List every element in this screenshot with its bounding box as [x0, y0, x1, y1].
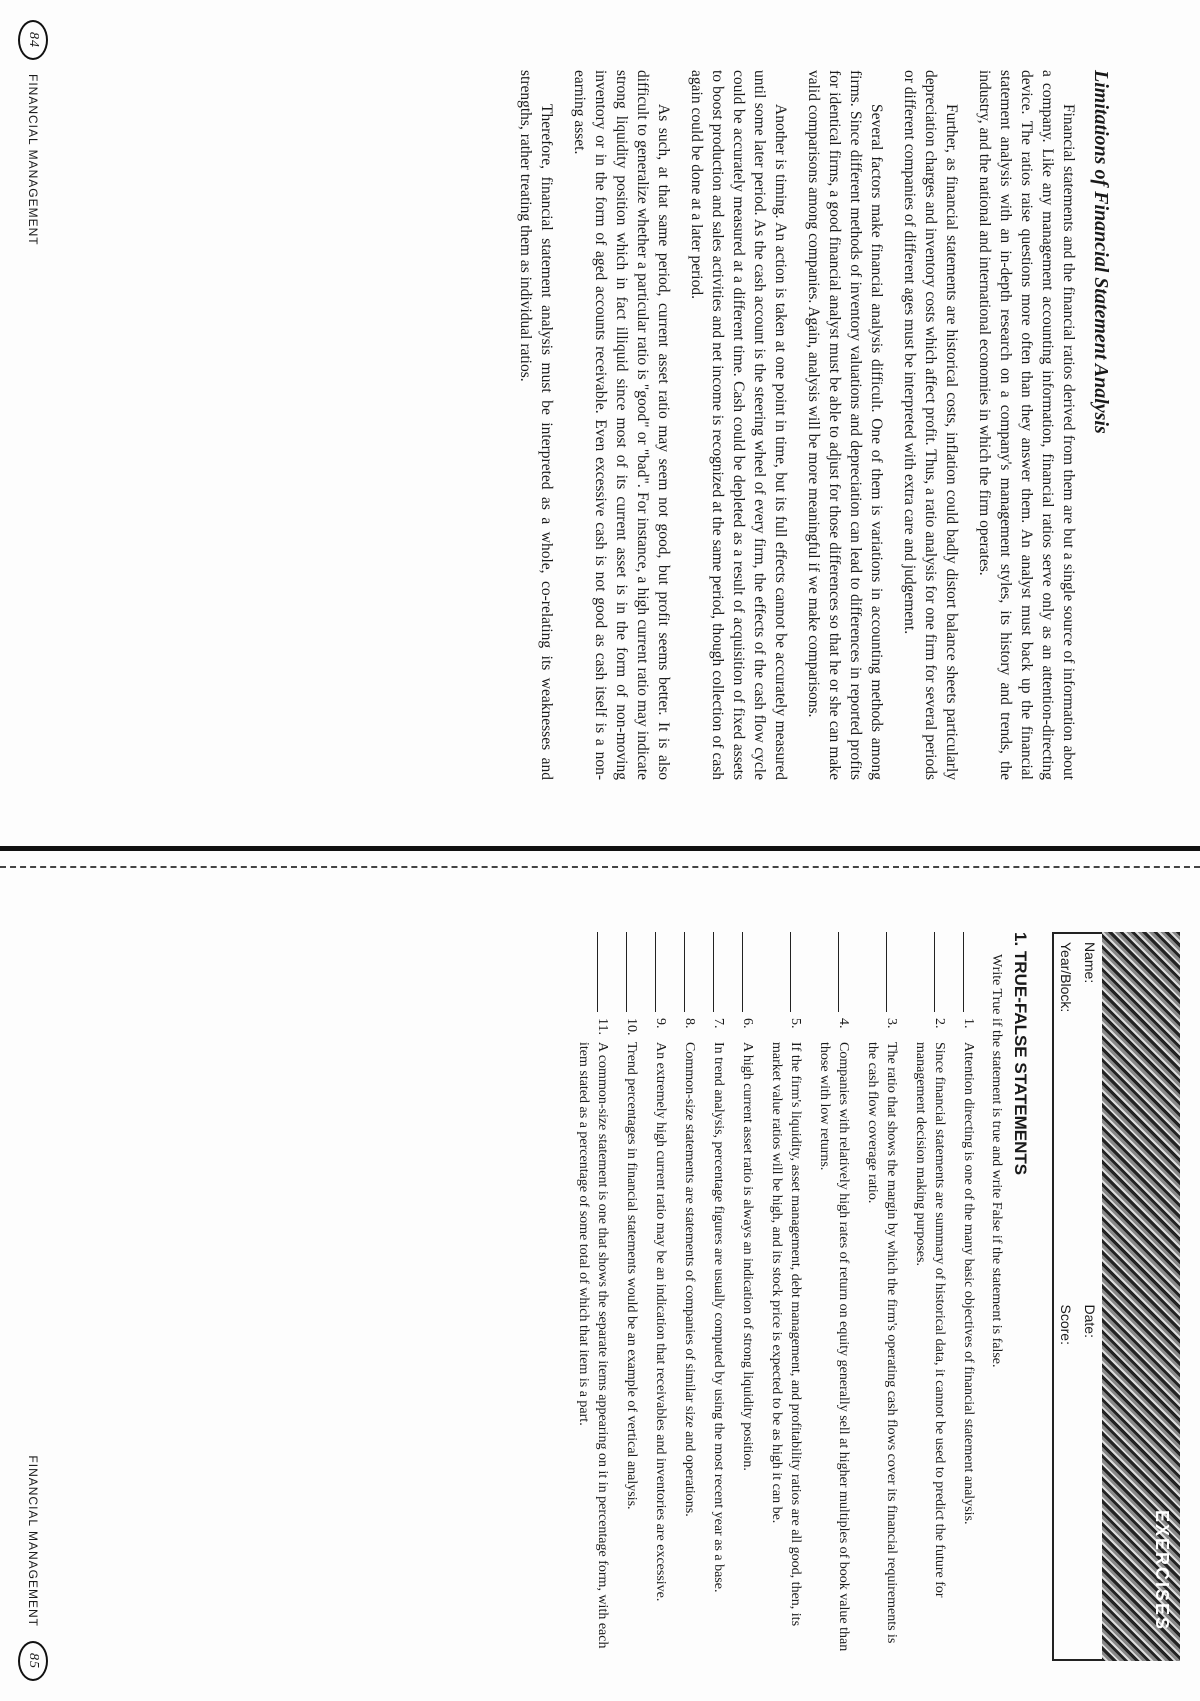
true-false-item [959, 932, 978, 1661]
answer-blank [713, 932, 728, 1012]
answer-blank [934, 932, 949, 1012]
section-title: Limitations of Financial Statement Analysis [1090, 70, 1112, 434]
answer-blank [626, 932, 641, 1012]
left-page [0, 0, 1200, 850]
true-false-item [738, 932, 757, 1661]
item-text: Trend percentages in financial statements would be an example of vertical analysis. [624, 1042, 639, 1510]
item-text: In trend analysis, percentage figures are usually computed by using the most recent year as a base. [711, 1042, 726, 1593]
right-page [0, 852, 1200, 1701]
item-number: 2. [932, 1018, 947, 1029]
answer-blank [838, 932, 853, 1012]
name-field: Name: [1082, 942, 1098, 984]
footer-text: FINANCIAL MANAGEMENT [26, 74, 40, 246]
banner-title: EXERCISES [1152, 1509, 1172, 1631]
date-field: Date: [1082, 1304, 1098, 1338]
true-false-item [815, 932, 853, 1661]
section-number: 1. [1011, 932, 1030, 947]
right-footer [18, 1455, 48, 1681]
true-false-item [863, 932, 901, 1661]
item-number: 10. [624, 1018, 639, 1036]
item-text: Common-size statements are statements of companies of similar size and operations. [682, 1042, 697, 1517]
student-info-box [1052, 932, 1102, 1661]
page-number: 85 [18, 1641, 48, 1681]
binding-gutter [0, 846, 1200, 851]
item-text: Attention directing is one of the many basic objectives of financial statement analysis. [961, 1042, 976, 1525]
true-false-item [911, 932, 949, 1661]
footer-text: FINANCIAL MANAGEMENT [26, 1455, 40, 1627]
answer-blank [655, 932, 670, 1012]
answer-blank [742, 932, 757, 1012]
page-number: 84 [18, 20, 48, 60]
true-false-item [622, 932, 641, 1661]
paragraph: Further, as financial statements are historical costs, inflation could badly distort balance sheets particularly depreciation charges and inventory costs which affect profit. Thus, a ratio analysis for one firm for several periods or different companies of different ages must be interpreted with extra care and judgement. [901, 70, 960, 780]
exercises-banner [1102, 932, 1180, 1661]
item-number: 4. [836, 1018, 851, 1029]
item-text: The ratio that shows the margin by which the firm's operating cash flows cover its financial requirements is the cash flow coverage ratio. [865, 1042, 899, 1644]
paragraph: As such, at that same period, current asset ratio may seem not good, but profit seems better. It is also difficult to generalize whether a particular ratio is "good" or "bad". For instance, a high current ratio may indicate strong liquidity position which in fact illiquid since most of its current asset is in the form of non-moving inventory or in the form of aged accounts receivable. Even excessive cash is not good as cash itself is a non-earning asset. [571, 70, 672, 780]
instructions: Write True if the statement is true and write False if the statement is false. [989, 954, 1004, 1368]
item-text: An extremely high current ratio may be an indication that receivables and inventories are excessive. [653, 1042, 668, 1602]
item-number: 3. [884, 1018, 899, 1029]
paragraph: Another is timing. An action is taken at one point in time, but its full effects cannot be accurately measured until some later period. As the cash account is the steering wheel of every firm, the effects of the cash flow cycle could be accurately measured at a different time. Cash could be depleted as a result of acquisition of fixed assets to boost production and sales activities and net income is recognized at the same period, though collection of cash again could be done at a later period. [688, 70, 789, 780]
item-number: 8. [682, 1018, 697, 1029]
year-block-field: Year/Block: [1058, 942, 1074, 1013]
answer-blank [886, 932, 901, 1012]
item-text: If the firm's liquidity, asset management, debt management, and profitability ratios are all good, then, its market value ratios will be high, and its stock price is expected to be as high it can be. [769, 1042, 803, 1627]
item-text: A high current asset ratio is always an indication of strong liquidity position. [740, 1042, 755, 1471]
paragraph: Several factors make financial analysis difficult. One of them is variations in accounting methods among firms. Since different methods of inventory valuations and depreciation can lead to differences in reported profits for identical firms, a good financial analyst must be able to adjust for those differences so that he or she can make valid comparisons among companies. Again, analysis will be more meaningful if we make comparisons. [805, 70, 885, 780]
answer-blank [963, 932, 978, 1012]
true-false-item [680, 932, 699, 1661]
item-number: 11. [595, 1018, 610, 1035]
true-false-item [651, 932, 670, 1661]
item-number: 5. [788, 1018, 803, 1029]
paragraph: Financial statements and the financial ratios derived from them are but a single source of information about a company. Like any management accounting information, financial ratios serve only as an attention-directing device. The ratios raise questions more often than they answer them. An analyst must back up the financial statement analysis with an in-depth research on a company's management styles, its history and trends, the industry, and the national and international economies in which the firm operates. [976, 70, 1077, 780]
item-text: Companies with relatively high rates of return on equity generally sell at higher multiples of book value than those with low returns. [817, 1042, 851, 1652]
true-false-item [767, 932, 805, 1661]
item-text: Since financial statements are summary of historical data, it cannot be used to predict the future for management decision making purposes. [913, 1042, 947, 1598]
answer-blank [684, 932, 699, 1012]
item-number: 7. [711, 1018, 726, 1029]
true-false-item [709, 932, 728, 1661]
paragraph: Therefore, financial statement analysis must be interpreted as a whole, co-relating its weaknesses and strengths, rather treating them as individual ratios. [517, 70, 555, 780]
section-title: TRUE-FALSE STATEMENTS [1011, 950, 1030, 1176]
item-text: A common-size statement is one that shows the separate items appearing on it in percentage form, with each item stated as a percentage of some total of which that item is a part. [576, 1042, 610, 1649]
true-false-item [574, 932, 612, 1661]
section-heading [1010, 932, 1030, 1661]
item-number: 6. [740, 1018, 755, 1029]
item-number: 9. [653, 1018, 668, 1029]
answer-blank [790, 932, 805, 1012]
left-footer [18, 20, 48, 246]
answer-blank [597, 932, 612, 1012]
score-field: Score: [1058, 1304, 1074, 1345]
item-number: 1. [961, 1018, 976, 1029]
